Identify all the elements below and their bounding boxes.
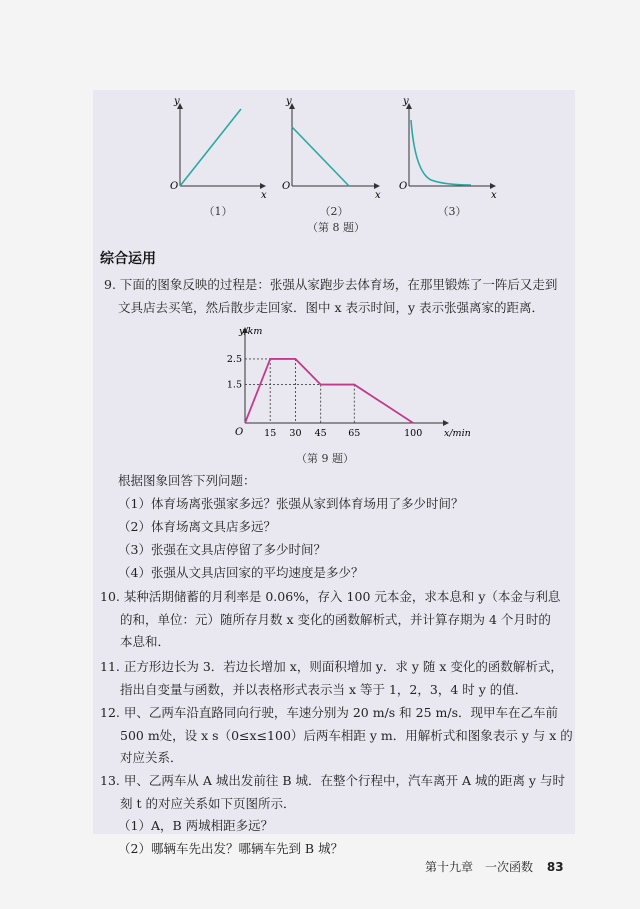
q9-sub-3: （3）张强在文具店停留了多少时间？: [118, 542, 326, 557]
y-tick-label: 1.5: [226, 379, 242, 391]
q9-sub-1: （1）体育场离张强家多远？张强从家到体育场用了多少时间？: [118, 496, 464, 511]
figure-9-chart: [220, 320, 471, 450]
q12-text: [100, 702, 573, 770]
graph-2-caption: （2）: [319, 205, 349, 218]
q12-line-2: 500 m处，设 x s（0≤x≤100）后两车相距 y m．用解析式和图象表示 y 与 x 的: [120, 727, 573, 743]
q9-line-2: 文具店去买笔，然后散步走回家．图中 x 表示时间，y 表示张强离家的距离．: [118, 299, 545, 315]
graph-3: [399, 96, 497, 201]
graph-2: [282, 96, 381, 201]
y-axis-label: y/km: [239, 326, 263, 337]
graph-1-line: [180, 109, 241, 186]
graph-3-curve: [411, 120, 471, 185]
q12-line-3: 对应关系．: [120, 750, 183, 765]
q13-sub-2: （2）哪辆车先出发？哪辆车先到 B 城？: [118, 841, 344, 856]
q13-number: 13.: [100, 773, 120, 788]
page-number: 83: [546, 860, 564, 874]
page-footer: [425, 858, 564, 875]
q9-sub-2: （2）体育场离文具店多远？: [118, 519, 276, 534]
origin-label: O: [235, 427, 244, 438]
figure-9-caption: （第 9 题）: [296, 452, 354, 465]
graph-1-origin: O: [170, 181, 179, 192]
footer-chapter: 第十九章 一次函数: [425, 860, 534, 874]
graph-2-origin: O: [282, 181, 291, 192]
graph-2-line: [292, 127, 349, 186]
q13-line-2: 刻 t 的对应关系如下页图所示．: [120, 795, 296, 811]
q13-sub-1: （1）A，B 两城相距多远？: [118, 818, 274, 833]
q9-sub-4: （4）张强从文具店回家的平均速度是多少？: [118, 565, 364, 580]
graph-3-x-label: x: [491, 190, 497, 201]
q11-text: [100, 656, 563, 701]
graph-1-y-label: y: [174, 96, 180, 107]
graph-1: [170, 96, 267, 201]
x-tick-label: 15: [264, 428, 277, 439]
q10-line-3: 本息和．: [120, 634, 171, 649]
q10-line-2: 的和，单位：元）随所存月数 x 变化的函数解析式，并计算存期为 4 个月时的: [120, 611, 551, 627]
q11-number: 11.: [100, 659, 120, 674]
q12-line-1: 甲、乙两车沿直路同向行驶，车速分别为 20 m/s 和 25 m/s．现甲车在乙车前: [123, 705, 559, 720]
x-tick-label: 100: [404, 428, 423, 439]
q9-intro: 根据图象回答下列问题：: [118, 473, 256, 488]
graph-1-caption: （1）: [203, 205, 233, 218]
q13-line-1: 甲、乙两车从 A 城出发前往 B 城．在整个行程中，汽车离开 A 城的距离 y 与时: [123, 773, 565, 788]
section-title: 综合运用: [100, 251, 156, 267]
q10-line-1: 某种活期储蓄的月利率是 0.06%，存入 100 元本金，求本息和 y（本金与利息: [123, 589, 561, 604]
q10-text: [100, 586, 560, 654]
y-tick-label: 2.5: [226, 353, 242, 365]
q9-line-1: 下面的图象反映的过程是：张强从家跑步去体育场，在那里锻炼了一阵后又走到: [119, 277, 558, 292]
q12-number: 12.: [100, 705, 120, 720]
q11-line-2: 指出自变量与函数，并以表格形式表示当 x 等于 1，2，3，4 时 y 的值．: [120, 681, 528, 697]
x-tick-label: 30: [289, 428, 302, 439]
figure-8-caption: （第 8 题）: [307, 221, 365, 234]
graph-2-x-label: x: [375, 190, 381, 201]
q10-number: 10.: [100, 589, 120, 604]
graph-3-origin: O: [399, 181, 408, 192]
graph-1-x-label: x: [261, 190, 267, 201]
x-axis-label: x/min: [444, 428, 471, 439]
q9-text: [104, 274, 557, 319]
q13-text: [100, 770, 565, 815]
graph-3-caption: （3）: [437, 205, 467, 218]
graph-2-y-label: y: [286, 96, 292, 107]
x-tick-label: 65: [348, 428, 361, 439]
graph-3-y-label: y: [403, 96, 409, 107]
q9-number: 9.: [104, 277, 116, 292]
x-tick-label: 45: [314, 428, 327, 439]
q11-line-1: 正方形边长为 3．若边长增加 x，则面积增加 y．求 y 随 x 变化的函数解析式，: [123, 659, 563, 674]
